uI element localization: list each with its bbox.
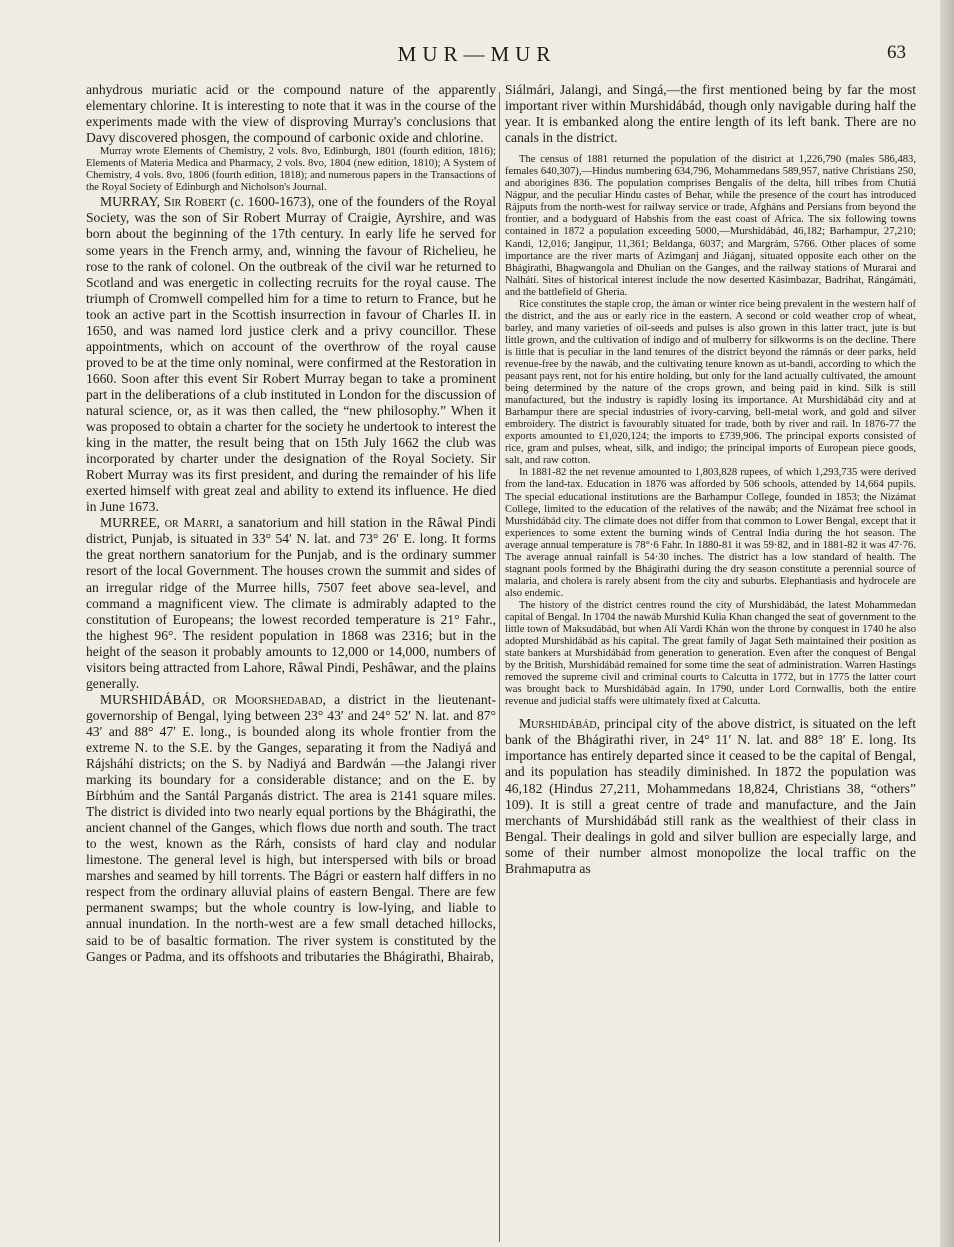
entry-heading: MURSHIDÁBÁD, or Moorshedabad, — [100, 691, 326, 707]
entry-text: principal city of the above district, is situated on the left bank of the Bhágirathi river, in 24° 11′ N. lat. and 88° 18′ E. long. Its importance has entirely departed since it ceased to be the capital of Bengal, and its population has steadily diminished. In 1872 the population was 46,182 (Hindus 27,211, Mohammedans 18,824, Christians 38, “others” 109). It is still a great centre of trade and manufacture, and the Jain merchants of Murshidábád still rank as the wealthiest of their class in Bengal. Their dealings in gold and silver bullion are especially large, and some of their number almost monopolize the local traffic on the Brahmaputra as — [505, 716, 916, 876]
entry-heading: MURRAY, Sir Robert — [100, 194, 227, 210]
rivers-paragraph: Siálmári, Jalangi, and Singá,—the first mentioned being by far the most important river within Murshidábád, though only navigable during half the year. It is embanked along the entire length of its left bank. There are no canals in the district. — [505, 82, 916, 146]
page-edge — [940, 0, 954, 1247]
column-rule — [499, 92, 500, 1242]
history-paragraph: The history of the district centres round the city of Murshidábád, the latest Mohammedan capital of Bengal. In 1704 the nawáb Murshid Kulia Khan changed the seat of government to the little town of Maksudábád, but when Alí Vardi Khán won the throne by conquest in 1740 he also adopted Murshidábád as his capital. The great family of Jagat Seth maintained their position as state bankers at Murshidábád from generation to generation. Even after the conquest of Bengal by the British, Murshidábád remained for some time the seat of administration. Warren Hastings removed the supreme civil and criminal courts to Calcutta in 1772, but in 1775 the latter court was brought back to Murshidábád again. In 1790, under Lord Cornwallis, both the entire revenue and judicial staffs were ultimately fixed at Calcutta. — [505, 599, 916, 708]
running-head: MUR—MUR — [397, 42, 557, 66]
entry-text: a sanatorium and hill station in the Râwal Pindi district, Punjab, is situated in 33° 54′ N. lat. and 73° 26′ E. long. It forms the great northern sanatorium for the Punjab, and is the ordinary summer resort of the local Government. The houses crown the summit and sides of an irregular ridge of the Murree hills, 7507 feet above sea-level, and command a magnificent view. The climate is admirably adapted to the constitution of Europeans; the lowest recorded temperature is 21° Fahr., the highest 96°. The resident population in 1868 was 2316; but in the height of the season it probably amounts to 12,000 or 14,000, numbers of visitors being attracted from Lahore, Râwal Pindi, Peshâwar, and the plains generally. — [86, 515, 496, 691]
rice-paragraph: Rice constitutes the staple crop, the áman or winter rice being prevalent in the western half of the district, and the aus or early rice in the eastern. A second or cold weather crop of wheat, barley, and many varieties of oil-seeds and pulses is also grown in this latter tract, jute is but little grown, and the cultivation of indigo and of mulberry for silkworms is on the decline. There is little that is peculiar in the land tenures of the district beyond the rámnás or deer parks, held revenue-free by the nawáb, and the cultivating tenure known as ut-bandi, according to which the peasant pays rent, not for his entire holding, but only for the land actually cultivated, the amount being determined by the nature of the crops grown, and being paid in kind. Silk is still manufactured, but the industry is rapidly losing its importance. At Murshidábád city and at Barhampur there are special industries of ivory-carving, bell-metal work, and gold and silver embroidery. The district is favourably situated for trade, both by river and rail. In 1876-77 the exports amounted to £1,020,124; the imports to £739,906. The principal exports consisted of rice, gram and pulses, wheat, silk, and indigo; the principal imports of European piece goods, salt, and raw cotton. — [505, 298, 916, 467]
davy-paragraph: anhydrous muriatic acid or the compound nature of the apparently elementary chlorine. It is interesting to note that it was in the course of the experiments made with the view of disproving Murray's conclusions that Davy discovered phosgen, the compound of carbonic oxide and chlorine. — [86, 82, 496, 146]
murshidabad-entry — [86, 692, 496, 965]
census-paragraph: The census of 1881 returned the population of the district at 1,226,790 (males 586,483, females 640,307),—Hindus numbering 634,796, Mohammedans 589,957, native Christians 250, and aborigines 836. The population comprises Bengalis of the delta, hill tribes from Chutiá Nágpur, and the peculiar Hindu castes of Behar, while the presence of the court has introduced Rájputs from the north-west for railway service or trade, Afgháns and Persians from beyond the frontier, and a bodyguard of Habshis from the east coast of Africa. The six following towns contained in 1872 a population exceeding 5000,—Murshidábád, 46,182; Barhampur, 27,210; Kandi, 12,016; Jangipur, 11,361; Beldanga, 6037; and Margrám, 5766. Other places of some importance are the river marts of Azimganj and Jiáganj, situated opposite each other on the Bhágirathi, Bhagwangola and Dhulian on the Ganges, and the railway stations of Murarai and Nalháti. Sites of historical interest include the now deserted Kásimbazar, Badrihat, Rángámáti, and the battlefield of Gheria. — [505, 154, 916, 298]
entry-text: a district in the lieutenant-governorship of Bengal, lying between 23° 43′ and 24° 52′ N. lat. and 87° 43′ and 88° 47′ E. long., is bounded along its whole frontier from the extreme N. to the S.E. by the Ganges, separating it from the Nadiyá and Rájsháhí districts; on the S. by Nadiyá and Bardwán —the Jalangi river marking its boundary for a considerable distance; and on the E. by Bírbhúm and the Santál Parganás district. The area is 2141 square miles. The district is divided into two nearly equal portions by the Bhágirathi, the ancient channel of the Ganges, which flows due north and south. The tract to the west, known as the Rárh, consists of hard clay and nodular limestone. The general level is high, but interspersed with bils or broad marshes and seamed by hill torrents. The Bágri or eastern half differs in no respect from the ordinary alluvial plains of eastern Bengal. There are few permanent swamps; but the whole country is low-lying, and liable to annual inundation. In the north-west are a few small detached hillocks, said to be of basaltic formation. The river system is constituted by the Ganges or Padma, and its offshoots and tributaries the Bhágirathi, Bhairab, — [86, 691, 496, 964]
right-column — [505, 82, 916, 1232]
city-entry — [505, 716, 916, 876]
entry-text: (c. 1600-1673), one of the founders of the Royal Society, was the son of Sir Robert Murray of Craigie, Ayrshire, and was born about the beginning of the 17th century. In early life he served for some years in the French army, and, winning the favour of Richelieu, he rose to the rank of colonel. On the outbreak of the civil war he returned to Scotland and was energetic in collecting recruits for the royal cause. The triumph of Cromwell compelled him for a time to return to France, but he took an active part in the Scottish insurrection in favour of Charles II. in 1650, and was named lord justice clerk and a privy councillor. These appointments, which on account of the overthrow of the royal cause proved to be at the time only nominal, were confirmed at the Restoration in 1660. Soon after this event Sir Robert Murray began to take a prominent part in the deliberations of a club instituted in London for the discussion of natural science, or, as it was then called, the “new philosophy.” When it was proposed to obtain a charter for the society he undertook to interest the king in the matter, the result being that on 15th July 1662 the club was incorporated by charter under the designation of the Royal Society. Sir Robert Murray was its first president, and during the remainder of his life exerted himself with great zeal and ability to extend its influence. He died in June 1673. — [86, 194, 496, 515]
murree-entry — [86, 515, 496, 692]
left-column — [86, 82, 496, 1232]
robert-murray-entry — [86, 194, 496, 515]
page-header — [0, 40, 954, 70]
revenue-paragraph: In 1881-82 the net revenue amounted to 1,803,828 rupees, of which 1,293,735 were derived from the land-tax. Education in 1876 was afforded by 506 schools, attended by 14,664 pupils. The special educational institutions are the Barhampur College, founded in 1853; the Nizámat College, limited to the education of the relatives of the nawáb; and the Nizámat free school in Murshidábád city. The climate does not differ from that common to Lower Bengal, except that it experiences to some extent the burning winds of Central India during the hot season. The average annual temperature is 78°·6 Fahr. In 1880-81 it was 59·82, and in 1881-82 it was 47·76. The average annual rainfall is 54·30 inches. The district has a low standard of health. The stagnant pools formed by the Bhágirathi during the dry season constitute a perennial source of malaria, and cholera is rarely absent from the city and suburbs. Elephantiasis and hydrocele are also endemic. — [505, 467, 916, 599]
entry-heading: MURREE, or Marri, — [100, 515, 223, 531]
murray-works-note: Murray wrote Elements of Chemistry, 2 vols. 8vo, Edinburgh, 1801 (fourth edition, 1816); Elements of Materia Medica and Pharmacy, 2 vols. 8vo, 1804 (new edition, 1810); A System of Chemistry, 4 vols. 8vo, 1806 (fourth edition, 1818); and numerous papers in the Transactions of the Royal Society of Edinburgh and Nicholson's Journal. — [86, 146, 496, 194]
page-number: 63 — [887, 42, 906, 63]
entry-heading: Murshidábád, — [519, 716, 601, 732]
